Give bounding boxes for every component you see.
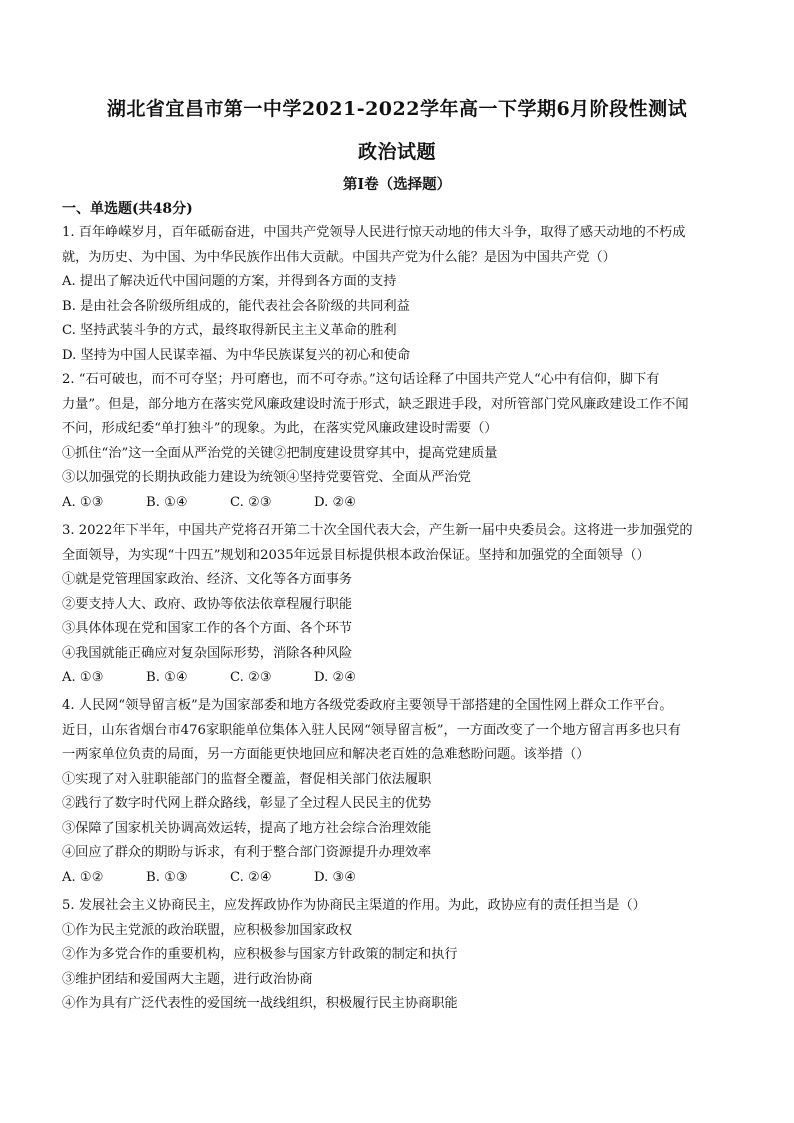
choice-b: B. ①③: [146, 869, 188, 885]
statement-line: ④作为具有广泛代表性的爱国统一战线组织，积极履行民主协商职能: [62, 996, 458, 1011]
option-b: B. 是由社会各阶级所组成的，能代表社会各阶级的共同利益: [62, 298, 410, 314]
choice-c: C. ②③: [230, 494, 272, 510]
option-d: D. 坚持为中国人民谋幸福、为中华民族谋复兴的初心和使命: [62, 347, 411, 363]
statement-line: ①实现了对入驻职能部门的监督全覆盖，督促相关部门依法履职: [62, 771, 432, 787]
option-c: C. 坚持武装斗争的方式，最终取得新民主主义革命的胜利: [62, 323, 397, 338]
choice-a: A. ①③: [62, 670, 104, 685]
statement-line: ①就是党管理国家政治、经济、文化等各方面事务: [62, 572, 353, 587]
statement-line: ④我国就能正确应对复杂国际形势，消除各种风险: [62, 645, 353, 661]
statement-line: ①抓住“治”这一全面从严治党的关键②把制度建设贯穿其中，提高党建质量: [62, 445, 498, 461]
exam-title: 湖北省宜昌市第一中学2021-2022学年高一下学期6月阶段性测试: [106, 98, 688, 120]
question-stem-line: 不问，形成纪委“单打独斗”的现象。为此，在落实党风廉政建设时需要（）: [62, 421, 498, 436]
choice-d: D. ②④: [314, 670, 357, 685]
statement-line: ②作为多党合作的重要机构，应积极参与国家方针政策的制定和执行: [62, 947, 458, 962]
answer-choices: [62, 491, 738, 516]
choice-d: D. ②④: [314, 494, 357, 510]
answer-choices: [62, 666, 738, 691]
question-1: [62, 221, 738, 368]
question-3: [62, 519, 738, 691]
question-stem-line: 2. “石可破也，而不可夺坚；丹可磨也，而不可夺赤。”这句话诠释了中国共产党人“心中有信仰，脚下有: [62, 372, 660, 387]
question-stem-line: 就，为历史、为中国、为中华民族作出伟大贡献。中国共产党为什么能？是因为中国共产党（）: [62, 249, 616, 265]
exam-subject: 政治试题: [357, 141, 436, 163]
question-stem-line: 3. 2022年下半年，中国共产党将召开第二十次全国代表大会，产生新一届中央委员会。这将进一步加强党的: [62, 523, 693, 538]
question-2: [62, 368, 738, 515]
choice-a: A. ①③: [62, 494, 104, 510]
option-a: A. 提出了解决近代中国问题的方案，并得到各方面的支持: [62, 274, 397, 289]
question-stem-line: 全面领导，为实现“十四五”规划和2035年远景目标提供根本政治保证。坚持和加强党的全面领导（）: [62, 547, 650, 563]
statement-line: ①作为民主党派的政治联盟，应积极参加国家政权: [62, 922, 353, 938]
statement-line: ③维护团结和爱国两大主题，进行政治协商: [62, 971, 313, 987]
answer-choices: [62, 866, 738, 891]
part-heading: 第I卷（选择题）: [342, 176, 452, 193]
choice-b: B. ①④: [146, 494, 188, 510]
question-stem-line: 力量”。但是，部分地方在落实党风廉政建设时流于形式，缺乏跟进手段，对所管部门党风廉政建设工作不闻: [62, 396, 689, 412]
statement-line: ②要支持人大、政府、政协等依法依章程履行职能: [62, 596, 353, 612]
statement-line: ③以加强党的长期执政能力建设为统领④坚持党要管党、全面从严治党: [62, 470, 471, 485]
choice-d: D. ③④: [314, 869, 357, 885]
choice-a: A. ①②: [62, 869, 104, 885]
choice-c: C. ②④: [230, 869, 272, 885]
statement-line: ④回应了群众的期盼与诉求，有利于整合部门资源提升办理效率: [62, 845, 432, 860]
section-heading: 一、单选题(共48分): [62, 201, 193, 217]
statement-line: ③保障了国家机关协调高效运转，提高了地方社会综合治理效能: [62, 820, 432, 836]
question-stem-line: 近日，山东省烟台市476家职能单位集体入驻人民网“领导留言板”，一方面改变了一个地方留言再多也只有: [62, 722, 681, 738]
question-4: [62, 694, 738, 890]
question-5: [62, 894, 738, 1017]
statement-line: ③具体体现在党和国家工作的各个方面、各个环节: [62, 621, 353, 636]
choice-b: B. ①④: [146, 670, 188, 685]
question-stem-line: 5. 发展社会主义协商民主，应发挥政协作为协商民主渠道的作用。为此，政协应有的责任担当是（）: [62, 898, 646, 913]
question-stem-line: 4. 人民网“领导留言板”是为国家部委和地方各级党委政府主要领导干部搭建的全国性网上群众工作平台。: [62, 698, 673, 713]
question-stem-line: 1. 百年峥嵘岁月，百年砥砺奋进，中国共产党领导人民进行惊天动地的伟大斗争，取得了感天动地的不朽成: [62, 225, 686, 240]
statement-line: ②践行了数字时代网上群众路线，彰显了全过程人民民主的优势: [62, 796, 432, 811]
choice-c: C. ②③: [230, 670, 272, 685]
question-stem-line: 一两家单位负责的局面，另一方面能更快地回应和解决老百姓的急难愁盼问题。该举措（）: [62, 747, 590, 762]
